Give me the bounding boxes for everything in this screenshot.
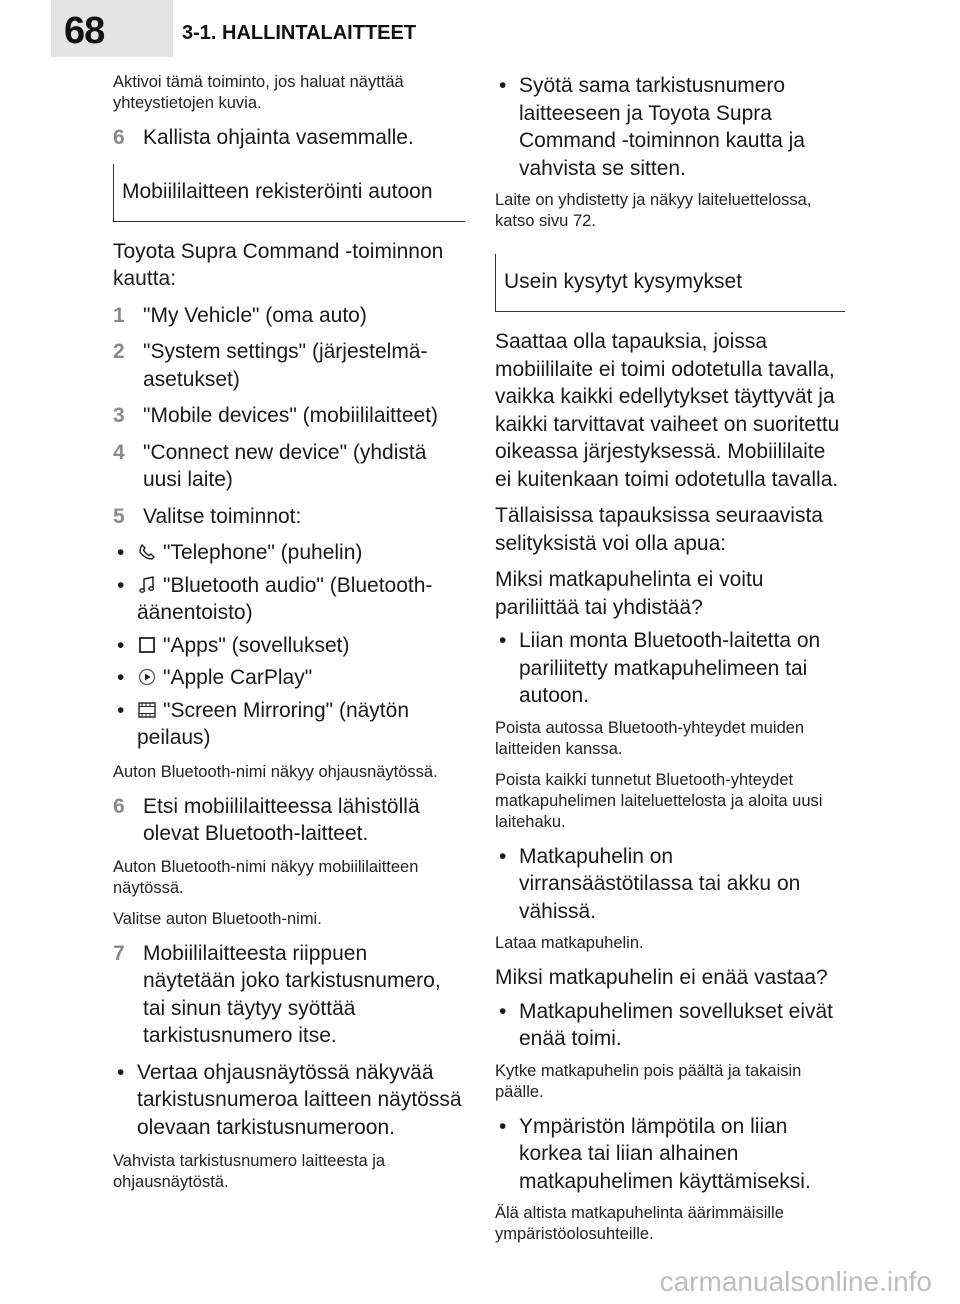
step-text: Kallista ohjainta vasemmalle.	[143, 126, 414, 149]
step-1	[113, 302, 465, 330]
step-5	[113, 503, 465, 531]
step-3	[113, 402, 465, 430]
step-text: "Connect new device" (yhdistä uusi laite)	[143, 440, 427, 491]
step-text: Etsi mobiililaitteessa lähistöllä olevat Bluetooth-laitteet.	[143, 794, 420, 845]
bullet-dot: •	[117, 666, 125, 689]
step-text: Mobiililaitteesta riippuen näytetään joko tarkistusnumero, tai sinun täytyy syöttää tarkistusnumero itse.	[143, 941, 441, 1047]
bullet-text: Matkapuhelin on virransäästötilassa tai akku on vähissä.	[519, 844, 801, 923]
bullet-text: Vertaa ohjausnäytössä näkyvää tarkistusnumeroa laitteen näytössä olevaan tarkistusnumeroon.	[137, 1060, 462, 1139]
step-number: 2	[113, 340, 125, 363]
bullet-dot: •	[117, 541, 125, 564]
bullet-dot: •	[117, 573, 125, 597]
bullet-dot: •	[499, 844, 507, 868]
function-label: "Telephone" (puhelin)	[163, 541, 363, 564]
intro-note: Aktivoi tämä toiminto, jos haluat näyttää yhteystietojen kuvia.	[113, 73, 404, 112]
note-confirm-number: Vahvista tarkistusnumero laitteesta ja ohjausnäytöstä.	[113, 1152, 386, 1191]
page-header	[0, 0, 960, 57]
step-text: "System settings" (järjestelmä-asetukset)	[143, 340, 428, 391]
step-number: 3	[113, 404, 125, 427]
step-text: "My Vehicle" (oma auto)	[143, 303, 367, 327]
step-number: 5	[113, 504, 125, 528]
bullet-text: Syötä sama tarkistusnumero laitteeseen ja Toyota Supra Command -toiminnon kautta ja vahvista se sitten.	[519, 74, 805, 180]
bullet-too-many-devices	[495, 627, 845, 710]
note-select-name: Valitse auton Bluetooth-nimi.	[113, 909, 322, 928]
step-6b	[113, 793, 465, 848]
bullet-dot: •	[499, 1114, 507, 1138]
question-no-response: Miksi matkapuhelin ei enää vastaa?	[495, 966, 828, 989]
step-text: Valitse toiminnot:	[143, 504, 302, 528]
note-bluetooth-name-display: Auton Bluetooth-nimi näkyy ohjausnäytössä.	[113, 762, 438, 781]
step-2	[113, 338, 465, 393]
bullet-dot: •	[499, 999, 507, 1023]
bullet-temperature	[495, 1113, 845, 1196]
note-remove-connections: Poista autossa Bluetooth-yhteydet muiden laitteiden kanssa.	[495, 718, 805, 758]
via-text: Toyota Supra Command -toiminnon kautta:	[113, 239, 444, 290]
function-item-apps	[113, 632, 465, 660]
note-charge-phone: Lataa matkapuhelin.	[495, 934, 644, 952]
note-remove-known: Poista kaikki tunnetut Bluetooth-yhteydet matkapuhelimen laiteluettelosta ja aloita uusi laitehaku.	[495, 770, 823, 831]
function-label: "Apple CarPlay"	[163, 666, 313, 689]
step-number: 7	[113, 941, 125, 965]
step-number: 4	[113, 440, 125, 464]
bullet-text: Liian monta Bluetooth-laitetta on pariliitetty matkapuhelimeen tai autoon.	[519, 629, 821, 707]
note-restart-phone: Kytke matkapuhelin pois päältä ja takaisin päälle.	[495, 1061, 802, 1101]
note-extreme-conditions: Älä altista matkapuhelinta äärimmäisille ympäristöolosuhteille.	[495, 1204, 784, 1243]
carplay-icon	[137, 667, 157, 687]
watermark-logo: carmanualsonline.info	[659, 1266, 932, 1297]
function-label: "Apps" (sovellukset)	[163, 633, 350, 657]
function-label: "Screen Mirroring" (näytön peilaus)	[137, 698, 410, 749]
bullet-text: Ympäristön lämpötila on liian korkea tai liian alhainen matkapuhelimen käyttämiseksi.	[519, 1114, 811, 1193]
music-note-icon	[137, 575, 157, 595]
step-number: 6	[113, 126, 125, 149]
function-item-carplay	[113, 664, 465, 692]
bullet-enter-number	[495, 72, 845, 182]
bullet-dot: •	[499, 74, 507, 97]
function-label: "Bluetooth audio" (Bluetooth-äänentoisto)	[137, 573, 433, 624]
step-4	[113, 439, 465, 494]
step-text: "Mobile devices" (mobiililaitteet)	[143, 404, 439, 427]
page-number: 68	[64, 10, 105, 52]
note-bluetooth-name-mobile: Auton Bluetooth-nimi näkyy mobiililaitteen näytössä.	[113, 857, 419, 897]
bullet-dot: •	[499, 629, 507, 652]
function-item-screen-mirroring	[113, 697, 465, 752]
bullet-power-saving	[495, 843, 845, 926]
function-item-telephone	[113, 539, 465, 567]
bullet-dot: •	[117, 633, 125, 657]
step-number: 1	[113, 303, 125, 327]
step-number: 6	[113, 794, 125, 818]
bullet-dot: •	[117, 1060, 125, 1084]
faq-help-paragraph: Tällaisissa tapauksissa seuraavista selityksistä voi olla apua:	[495, 504, 823, 555]
left-column	[113, 72, 465, 1203]
section-heading-faq: Usein kysytyt kysymykset	[495, 254, 845, 312]
section-heading-registration: Mobiililaitteen rekisteröinti autoon	[113, 164, 465, 222]
bullet-dot: •	[117, 698, 125, 722]
faq-intro-paragraph: Saattaa olla tapauksia, joissa mobiililaite ei toimi odotetulla tavalla, vaikka kaikki edellytykset täyttyvät ja kaikki tarvittavat vaiheet on suoritettu oikeassa järjestyksessä. Mobiililaite ei kuitenkaan toimi odotetulla tavalla.	[495, 330, 840, 491]
bullet-text: Matkapuhelimen sovellukset eivät enää toimi.	[519, 999, 833, 1050]
right-column	[495, 72, 845, 1255]
section-title: 3-1. HALLINTALAITTEET	[182, 22, 417, 44]
phone-icon	[137, 542, 157, 562]
step-7	[113, 940, 465, 1050]
step-6a	[113, 124, 465, 152]
function-item-bluetooth-audio	[113, 572, 465, 627]
question-pairing: Miksi matkapuhelinta ei voitu pariliittää tai yhdistää?	[495, 568, 764, 619]
apps-square-icon	[137, 635, 157, 655]
screen-mirroring-icon	[137, 700, 157, 720]
bullet-apps-not-working	[495, 998, 845, 1053]
bullet-compare	[113, 1059, 465, 1142]
note-device-connected: Laite on yhdistetty ja näkyy laiteluettelossa, katso sivu 72.	[495, 191, 812, 230]
